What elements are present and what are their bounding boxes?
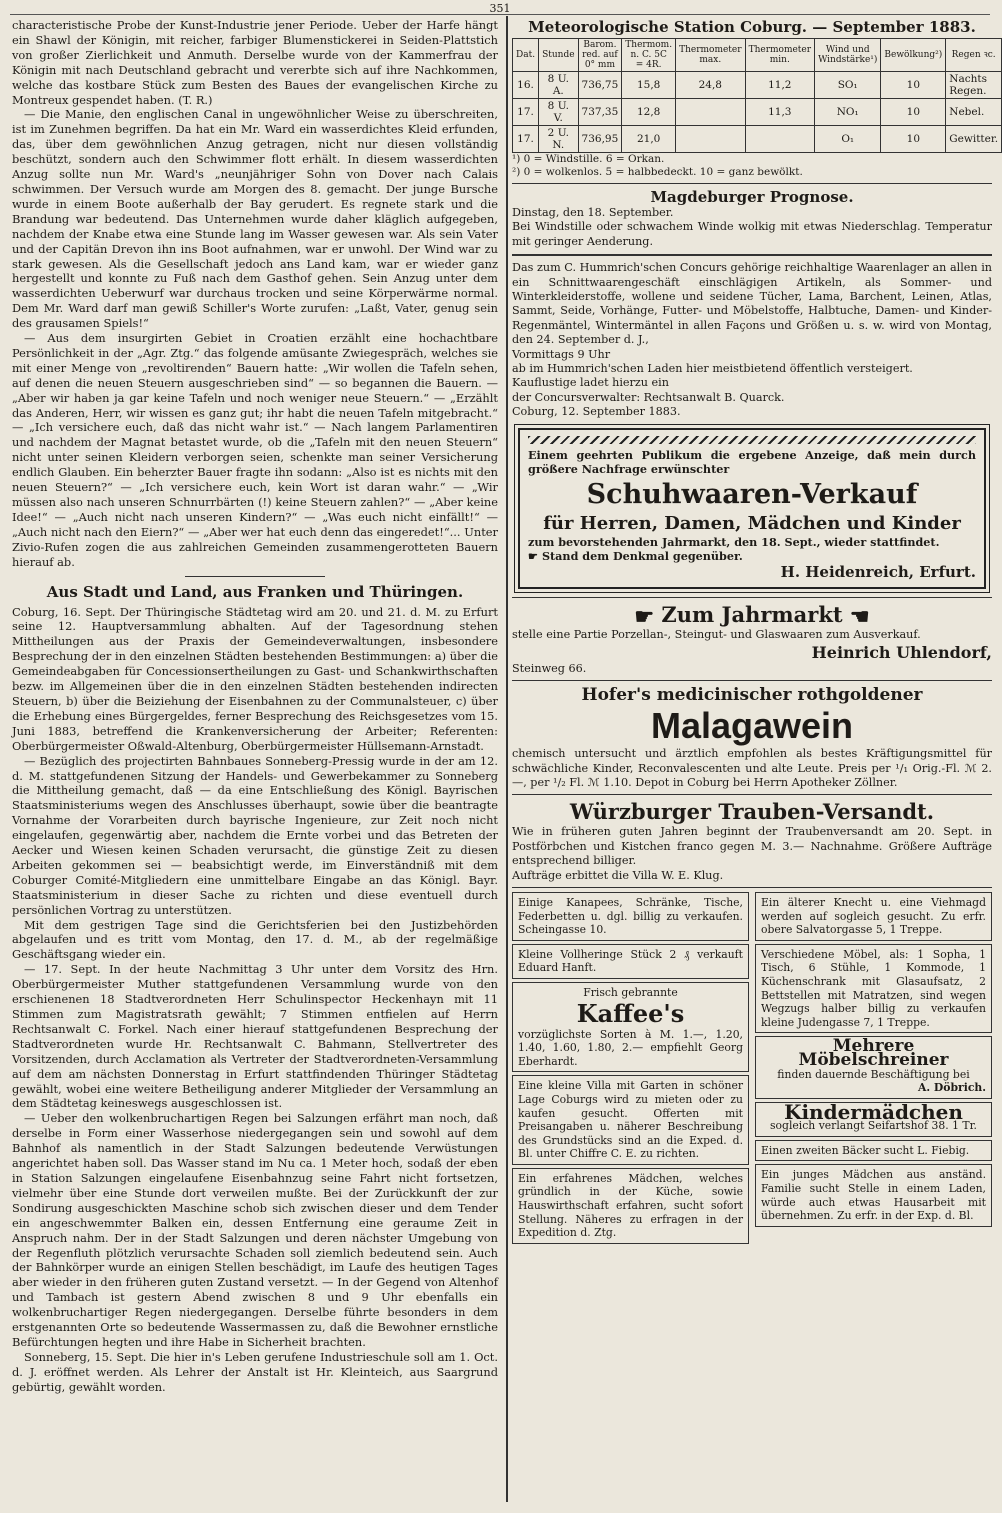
top-rule <box>10 14 990 15</box>
article-paragraph: — Ueber den wolkenbruchartigen Regen bei Salzungen erfährt man noch, daß derselbe in Form einer Wasserhose niedergegangen sein und sowohl auf dem Bahnhof als namentlich in der Stadt Salzungen bedeutende Verwüstungen angerichtet haben soll. Das Wasser stand im Nu ca. 1 Meter hoch, sodaß der eben in Station Salzungen eingelaufene Eisenbahnzug seine Fahrt nicht fortsetzen, vielmehr über eine Stunde dort verweilen mußte. Bei der Zurückkunft der zur Sondirung ausgeschickten Maschine schob sich zwischen dieser und dem Tender ein angeschwemmter Balken ein, dessen Entfernung eine geraume Zeit in Anspruch nahm. Der in der Stadt Salzungen und deren nächster Umgebung von der Regenfluth plötzlich verursachte Schaden soll ziemlich bedeutend sein. Auch der Bahnkörper wurde an einigen Stellen beschädigt, im Laufe des heutigen Tages aber wieder in den früheren guten Zustand versetzt. — In der Gegend von Altenhof und Tambach ist gestern Abend zwischen 8 und 9 Uhr ebenfalls ein wolkenbruchartiger Regen niedergegangen. Derselbe führte besonders in dem erstgenannten Orte so bedeutende Wassermassen zu, daß die Bewohner ernstliche Befürchtungen hegten und ihre Habe in Sicherheit brachten. <box>12 1111 498 1349</box>
weather-cell: 21,0 <box>622 126 676 153</box>
trauben-text: Wie in früheren guten Jahren beginnt der Traubenversandt am 20. Sept. in Postförbchen und Kistchen franco gegen M. 3.— Nachnahme. Größere Aufträge entsprechend billiger. <box>512 825 992 868</box>
weather-note: ¹) 0 = Windstille. 6 = Orkan. <box>512 153 665 165</box>
classified-ad <box>755 1099 992 1137</box>
weather-header: Dat. <box>513 39 539 72</box>
article-paragraph: Sonneberg, 15. Sept. Die hier in's Leben gerufene Industrieschule soll am 1. Oct. d. J. eröffnet werden. Als Lehrer der Anstalt ist Hr. Kleinteich, aus Saargrund gebürtig, gewählt worden. <box>12 1349 498 1394</box>
weather-cell: 16. <box>513 72 539 99</box>
weather-header-row <box>513 39 1002 72</box>
weather-note: ²) 0 = wolkenlos. 5 = halbbedeckt. 10 = ganz bewölkt. <box>512 166 803 178</box>
classified-title: Kaffee's <box>576 998 685 1028</box>
weather-table <box>512 38 1002 153</box>
shoe-stand-text: Stand dem Denkmal gegenüber. <box>541 548 743 563</box>
weather-header: Thermom. n. C. 5C = 4R. <box>622 39 676 72</box>
pointing-hand-left-icon: ☚ <box>849 603 870 630</box>
classified-ads <box>512 892 992 1247</box>
shoe-stand <box>528 549 976 563</box>
shoe-title: Schuhwaaren-Verkauf <box>586 478 918 510</box>
article-paragraph: — Die Manie, den englischen Canal in ungewöhnlicher Weise zu überschreiten, ist im Zunehmen begriffen. Da hat ein Mr. Ward ein wasserdichtes Kleid erfunden, das, über dem gewöhnlichen Anzug getragen, nicht nur diesen vollständig beschützt, sondern auch den Schwimmer flott erhält. In diesem wasserdichten Anzug sollte nun Mr. Ward's „neunjähriger Sohn von Dover nach Calais schwimmen. Der Versuch wurde am Morgen des 8. gemacht. Der junge Bursche wurde in einem Boote außerhalb der Bay gerudert. Es regnete stark und die Brandung war bedeutend. Das Unternehmen wurde daher kläglich aufgegeben, nachdem der Knabe etwa eine Stunde lang im Wasser gewesen war. Als sein Vater und der Capitän Drevon ihn ins Boot aufnahmen, war er unwohl. Der Wind war zu stark gewesen. Als die Gesellschaft jedoch ans Land kam, war er wieder ganz hergestellt und konnte zu Fuß nach dem Gasthof gehen. Sein Anzug unter dem wasserdichten Ueberwurf war durchaus trocken und seine Körperwärme normal. Dem Mr. Ward darf man gewiß Schiller's Worte zurufen: „Laßt, Vater, genug sein des grausamen Spiels!“ <box>12 107 498 331</box>
classified-firm: A. Döbrich. <box>918 1081 986 1095</box>
classified-text: Verschiedene Möbel, als: 1 Sopha, 1 Tisch, 6 Stühle, 1 Kommode, 1 Küchenschrank mit Glasaufsatz, 2 Bettstellen mit Matratzen, sind wegen Wegzugs halber billig zu verkaufen kleine Judengasse 7, 1 Treppe. <box>761 947 986 1029</box>
weather-cell: 24,8 <box>676 72 746 99</box>
classified-text: Frisch gebrannte <box>583 985 678 999</box>
shoe-sub: für Herren, Damen, Mädchen und Kinder <box>543 512 961 534</box>
weather-cell: 2 U. N. <box>539 126 578 153</box>
forecast-title: Magdeburger Prognose. <box>650 188 854 206</box>
concurs-time: Vormittags 9 Uhr <box>512 347 611 361</box>
weather-header: Thermometer max. <box>676 39 746 72</box>
concurs-text: Das zum C. Hummrich'schen Concurs gehörige reichhaltige Waarenlager an allen in ein Schnittwaarengeschäft einschlägigen Artikeln, als Sommer- und Winterkleiderstoffe, wollene und seidene Tücher, Lama, Barchent, Leinen, Atlas, Sammt, Seide, Vorhänge, Futter- und Möbelstoffe, Halbtuche, Damen- und Kinder-Regenmäntel, Wintermäntel in allen Façons und Größen u. s. w. wird von Montag, den 24. September d. J., <box>512 261 992 347</box>
weather-header: Thermometer min. <box>745 39 815 72</box>
classified-text: Ein erfahrenes Mädchen, welches gründlich in der Küche, sowie Hauswirthschaft erfahren, sucht sofort Stellung. Näheres zu erfragen in der Expedition d. Ztg. <box>518 1171 743 1240</box>
weather-cell: 15,8 <box>622 72 676 99</box>
weather-cell: 17. <box>513 126 539 153</box>
article-paragraph: Mit dem gestrigen Tage sind die Gerichtsferien bei den Justizbehörden abgelaufen und es tritt vom Montag, den 17. d. M., ab der regelmäßige Geschäftsgang wieder ein. <box>12 917 498 962</box>
right-column <box>512 18 999 1508</box>
classified-column-right <box>755 892 992 1247</box>
weather-cell: Gewitter. <box>946 126 1002 153</box>
weather-cell: Nebel. <box>946 99 1002 126</box>
forecast-text: Bei Windstille oder schwachem Winde wolkig mit etwas Niederschlag. Temperatur mit geringer Aenderung. <box>512 220 992 248</box>
classified-ad <box>755 1036 992 1098</box>
weather-cell <box>676 99 746 126</box>
classified-text: Einen zweiten Bäcker sucht L. Fiebig. <box>761 1143 970 1157</box>
classified-text: Eine kleine Villa mit Garten in schöner Lage Coburgs wird zu mieten oder zu kaufen gesucht. Offerten mit Preisangaben u. näherer Beschreibung des Grundstücks sind an die Exped. d. Bl. unter Chiffre C. E. zu richten. <box>518 1079 743 1161</box>
column-separator <box>506 16 508 1502</box>
section-divider <box>185 576 325 577</box>
weather-cell: O₁ <box>815 126 881 153</box>
forecast <box>512 188 992 249</box>
classified-ad <box>755 1140 992 1162</box>
classified-text: vorzüglichste Sorten à M. 1.—, 1.20, 1.40, 1.60, 1.80, 2.— empfiehlt Georg Eberhardt. <box>518 1027 743 1068</box>
weather-cell: 736,95 <box>578 126 622 153</box>
classified-ad <box>755 1164 992 1226</box>
page-number: 351 <box>489 2 511 15</box>
divider <box>512 597 992 598</box>
classified-ad <box>755 944 992 1034</box>
weather-cell: 8 U. A. <box>539 72 578 99</box>
jahrmarkt-title: Zum Jahrmarkt <box>661 602 843 628</box>
malaga-ad <box>512 685 992 790</box>
forecast-date: Dinstag, den 18. September. <box>512 206 674 219</box>
weather-header: Regen ꝛc. <box>946 39 1002 72</box>
classified-title: Mehrere Möbelschreiner <box>798 1036 949 1070</box>
pointing-hand-icon: ☛ <box>528 548 542 563</box>
shoe-intro: Einem geehrten Publikum die ergebene Anzeige, daß mein durch größere Nachfrage erwünschter <box>528 447 976 477</box>
classified-text: Ein älterer Knecht u. eine Viehmagd werden auf sogleich gesucht. Zu erfr. obere Salvatorgasse 5, 1 Treppe. <box>761 895 986 937</box>
shoe-sale-ad <box>518 428 986 590</box>
classified-text: Kleine Vollheringe Stück 2 ₰ verkauft Eduard Hanft. <box>518 947 743 975</box>
article-paragraph: — 17. Sept. In der heute Nachmittag 3 Uhr unter dem Vorsitz des Hrn. Oberbürgermeister Muther stattgefundenen Versammlung wurde von den erschienenen 18 Stadtverordneten Herr Schulinspector Heckenhayn mit 11 Stimmen zum Magistratsrath gewählt; 7 Stimmen entfielen auf Herrn Rechtsanwalt C. Forkel. Nach einer hierauf stattgefundenen Besprechung der Stadtverordneten wurde Hr. Rechtsanwalt C. Bahmann, Stellvertreter des Vorsitzenden, durch Acclamation als Vertreter der Stadtverordneten-Versammlung auf dem am nächsten Donnerstag in Erfurt stattfindenden Thüringer Städtetag gewählt, wobei eine weitere Betheiligung anderer Mitglieder der Versammlung an dem Städtetag keineswegs ausgeschlossen ist. <box>12 962 498 1111</box>
shoe-sub2: zum bevorstehenden Jahrmarkt, den 18. Sept., wieder stattfindet. <box>528 534 940 549</box>
section-title: Aus Stadt und Land, aus Franken und Thüringen. <box>46 582 464 601</box>
weather-cell: 17. <box>513 99 539 126</box>
weather-row <box>513 126 1002 153</box>
concurs-text2: ab im Hummrich'schen Laden hier meistbietend öffentlich versteigert. <box>512 362 913 376</box>
shoe-firm: H. Heidenreich, Erfurt. <box>780 563 976 582</box>
malaga-text: chemisch untersucht und ärztlich empfohlen als bestes Kräftigungsmittel für schwächliche Kinder, Reconvalescenten und alte Leute. Preis per ¹/₁ Orig.-Fl. ℳ 2.—, per ¹/₂ Fl. ℳ 1.10. Depot in Coburg bei Herrn Apotheker Zöllner. <box>512 747 992 789</box>
classified-ad <box>512 1075 749 1165</box>
weather-cell: 12,8 <box>622 99 676 126</box>
jahrmarkt-addr: Steinweg 66. <box>512 661 587 675</box>
concurs-place: Coburg, 12. September 1883. <box>512 405 681 419</box>
jahrmarkt-text: stelle eine Partie Porzellan-, Steingut- und Glaswaaren zum Ausverkauf. <box>512 628 921 642</box>
weather-cell: 8 U. V. <box>539 99 578 126</box>
weather-cell: 10 <box>881 126 946 153</box>
weather-cell: 736,75 <box>578 72 622 99</box>
border-ornament <box>528 436 976 444</box>
divider <box>512 680 992 681</box>
classified-text: Einige Kanapees, Schränke, Tische, Federbetten u. dgl. billig zu verkaufen. Scheingasse 10. <box>518 895 743 937</box>
classified-text: Ein junges Mädchen aus anständ. Familie sucht Stelle in einem Laden, würde auch etwas Hausarbeit mit übernehmen. Zu erfr. in der Exp. d. Bl. <box>761 1168 986 1223</box>
concurs-signer: der Concursverwalter: Rechtsanwalt B. Quarck. <box>512 390 785 404</box>
classified-ad <box>512 944 749 979</box>
weather-header: Barom. red. auf 0° mm <box>578 39 622 72</box>
left-column <box>12 18 498 1503</box>
weather-cell: 10 <box>881 72 946 99</box>
weather-header: Wind und Windstärke¹) <box>815 39 881 72</box>
classified-ad <box>512 892 749 941</box>
article-paragraph: — Aus dem insurgirten Gebiet in Croatien erzählt eine hochachtbare Persönlichkeit in der „Agr. Ztg.“ das folgende amüsante Zwiegespräch, welches sie mit einer Menge von „revoltirenden“ Bauern hatte: „Wir wollen die Tafeln sehen, auf denen die neuen Steuern ausgeschrieben sind“ — so begannen die Bauern. — „Aber wir haben ja gar keine Tafeln und noch weniger neue Steuern.“ — „Erzählt das Anderen, Herr, wir wissen es ganz gut; ihr habt die neuen Tafeln mitgebracht.“ — „Ich versichere euch, daß das nicht wahr ist.“ — Nach langem Parlamentiren und nachdem der Magnat betastet wurde, ob die „Tafeln mit den neuen Steuern“ nicht unter seinen Kleidern verborgen seien, schenkte man seiner Versicherung endlich Glauben. Ein beherzter Bauer fragte ihn sodann: „Also ist es nichts mit den neuen Steuern?“ — „Ich versichere euch, kein Wort ist daran wahr.“ — „Wir müssen also nach unseren Schnurrbärten (!) keine Steuern zahlen?“ — „Aber keine Idee!“ — „Auch nicht nach unseren Kindern?“ — „Was euch nicht einfällt!“ — „Auch nicht nach den Eiern?“ — „Aber wer hat euch denn das eingeredet!“... Unter Zivio-Rufen zogen die aus zahlreichen Gemeinden zusammengerotteten Bauern hierauf ab. <box>12 331 498 569</box>
weather-cell: 10 <box>881 99 946 126</box>
weather-header: Stunde <box>539 39 578 72</box>
weather-row <box>513 99 1002 126</box>
article-paragraph: Coburg, 16. Sept. Der Thüringische Städtetag wird am 20. und 21. d. M. zu Erfurt seine 12. Hauptversammlung abhalten. Auf der Tagesordnung stehen Mittheilungen aus der Praxis der Gemeindeverwaltungen, insbesondere Besprechung der in den einzelnen Städten bestehenden Bestimmungen: a) über die Gemeindeabgaben für Concessionsertheilungen zu Gast- und Schankwirthschaften bezw. im Allgemeinen über die in den einzelnen Städten bestehenden indirecten Steuern, b) über die Beiziehung der Eisenbahnen zu der Communalsteuer, c) über die Erhebung eines Bürgergeldes, ferner Besprechung des Reichsgesetzes vom 15. Juni 1883, betreffend die Krankenversicherung der Arbeiter; Referenten: Oberbürgermeister Oßwald-Altenburg, Oberbürgermeister Hüllsemann-Arnstadt. <box>12 604 498 753</box>
weather-cell: NO₁ <box>815 99 881 126</box>
divider <box>512 254 992 256</box>
malaga-title: Malagawein <box>650 705 854 747</box>
divider <box>512 183 992 184</box>
weather-cell: Nachts Regen. <box>946 72 1002 99</box>
jahrmarkt-heading <box>512 602 992 628</box>
jahrmarkt-firm: Heinrich Uhlendorf, <box>811 642 992 662</box>
weather-cell: 737,35 <box>578 99 622 126</box>
jahrmarkt-ad <box>512 602 992 676</box>
trauben-title: Würzburger Trauben-Versandt. <box>569 799 935 825</box>
weather-cell: 11,3 <box>745 99 815 126</box>
malaga-line1: Hofer's medicinischer rothgoldener <box>581 685 923 706</box>
weather-cell: SO₁ <box>815 72 881 99</box>
weather-header: Bewölkung²) <box>881 39 946 72</box>
classified-ad <box>512 1168 749 1244</box>
concurs-ad <box>512 261 992 419</box>
classified-ad <box>512 982 749 1072</box>
divider <box>512 887 992 888</box>
article-paragraph: characteristische Probe der Kunst-Industrie jener Periode. Ueber der Harfe hängt ein Shawl der Königin, mit reicher, farbiger Blumenstickerei in Seiden-Plattstich von großer Zierlichkeit und Anmuth. Derselbe wurde von der Kammerfrau der Königin mit nach Deutschland gebracht und vererbte sich auf ihre Nachkommen, welche das kostbare Stück zum Besten des Baues der evangelischen Kirche zu Montreux gespendet haben. (T. R.) <box>12 18 498 107</box>
pointing-hand-icon: ☛ <box>634 603 655 630</box>
classified-text: sogleich verlangt Seifartshof 38. 1 Tr. <box>770 1119 977 1133</box>
weather-title: Meteorologische Station Coburg. — September 1883. <box>528 18 976 36</box>
article-paragraph: — Bezüglich des projectirten Bahnbaues Sonneberg-Pressig wurde in der am 12. d. M. stattgefundenen Sitzung der Handels- und Gewerbekammer zu Sonneberg die Mittheilung gemacht, daß — da eine Entschließung des Königl. Bayrischen Staatsministeriums wegen des Anschlusses überhaupt, sowie über die beantragte Vornahme der Vorarbeiten durch bayrische Ingenieure, zur Zeit noch nicht eingelaufen, gegenwärtig aber, nachdem die Ernte vorbei und das Betreten der Aecker und Wiesen keinen Schaden verursacht, die günstige Zeit zu diesen Arbeiten gekommen sei — beabsichtigt werde, im Einverständniß mit dem Coburger Comité-Mitgliedern eine unmittelbare Eingabe an das Königl. Bayr. Staatsministerium in dieser Sache zu richten und diese eventuell durch persönlichen Vortrag zu unterstützen. <box>12 753 498 917</box>
weather-station <box>512 18 999 179</box>
concurs-invite: Kauflustige ladet hierzu ein <box>512 376 669 390</box>
classified-text: finden dauernde Beschäftigung bei <box>777 1067 970 1081</box>
trauben-text2: Aufträge erbittet die Villa W. E. Klug. <box>512 868 724 882</box>
divider <box>512 794 992 795</box>
weather-cell: 11,2 <box>745 72 815 99</box>
trauben-ad <box>512 799 992 883</box>
classified-ad <box>755 892 992 941</box>
weather-cell <box>676 126 746 153</box>
classified-column-left <box>512 892 749 1247</box>
weather-cell <box>745 126 815 153</box>
classified-title: Kindermädchen <box>784 1099 963 1124</box>
weather-row <box>513 72 1002 99</box>
